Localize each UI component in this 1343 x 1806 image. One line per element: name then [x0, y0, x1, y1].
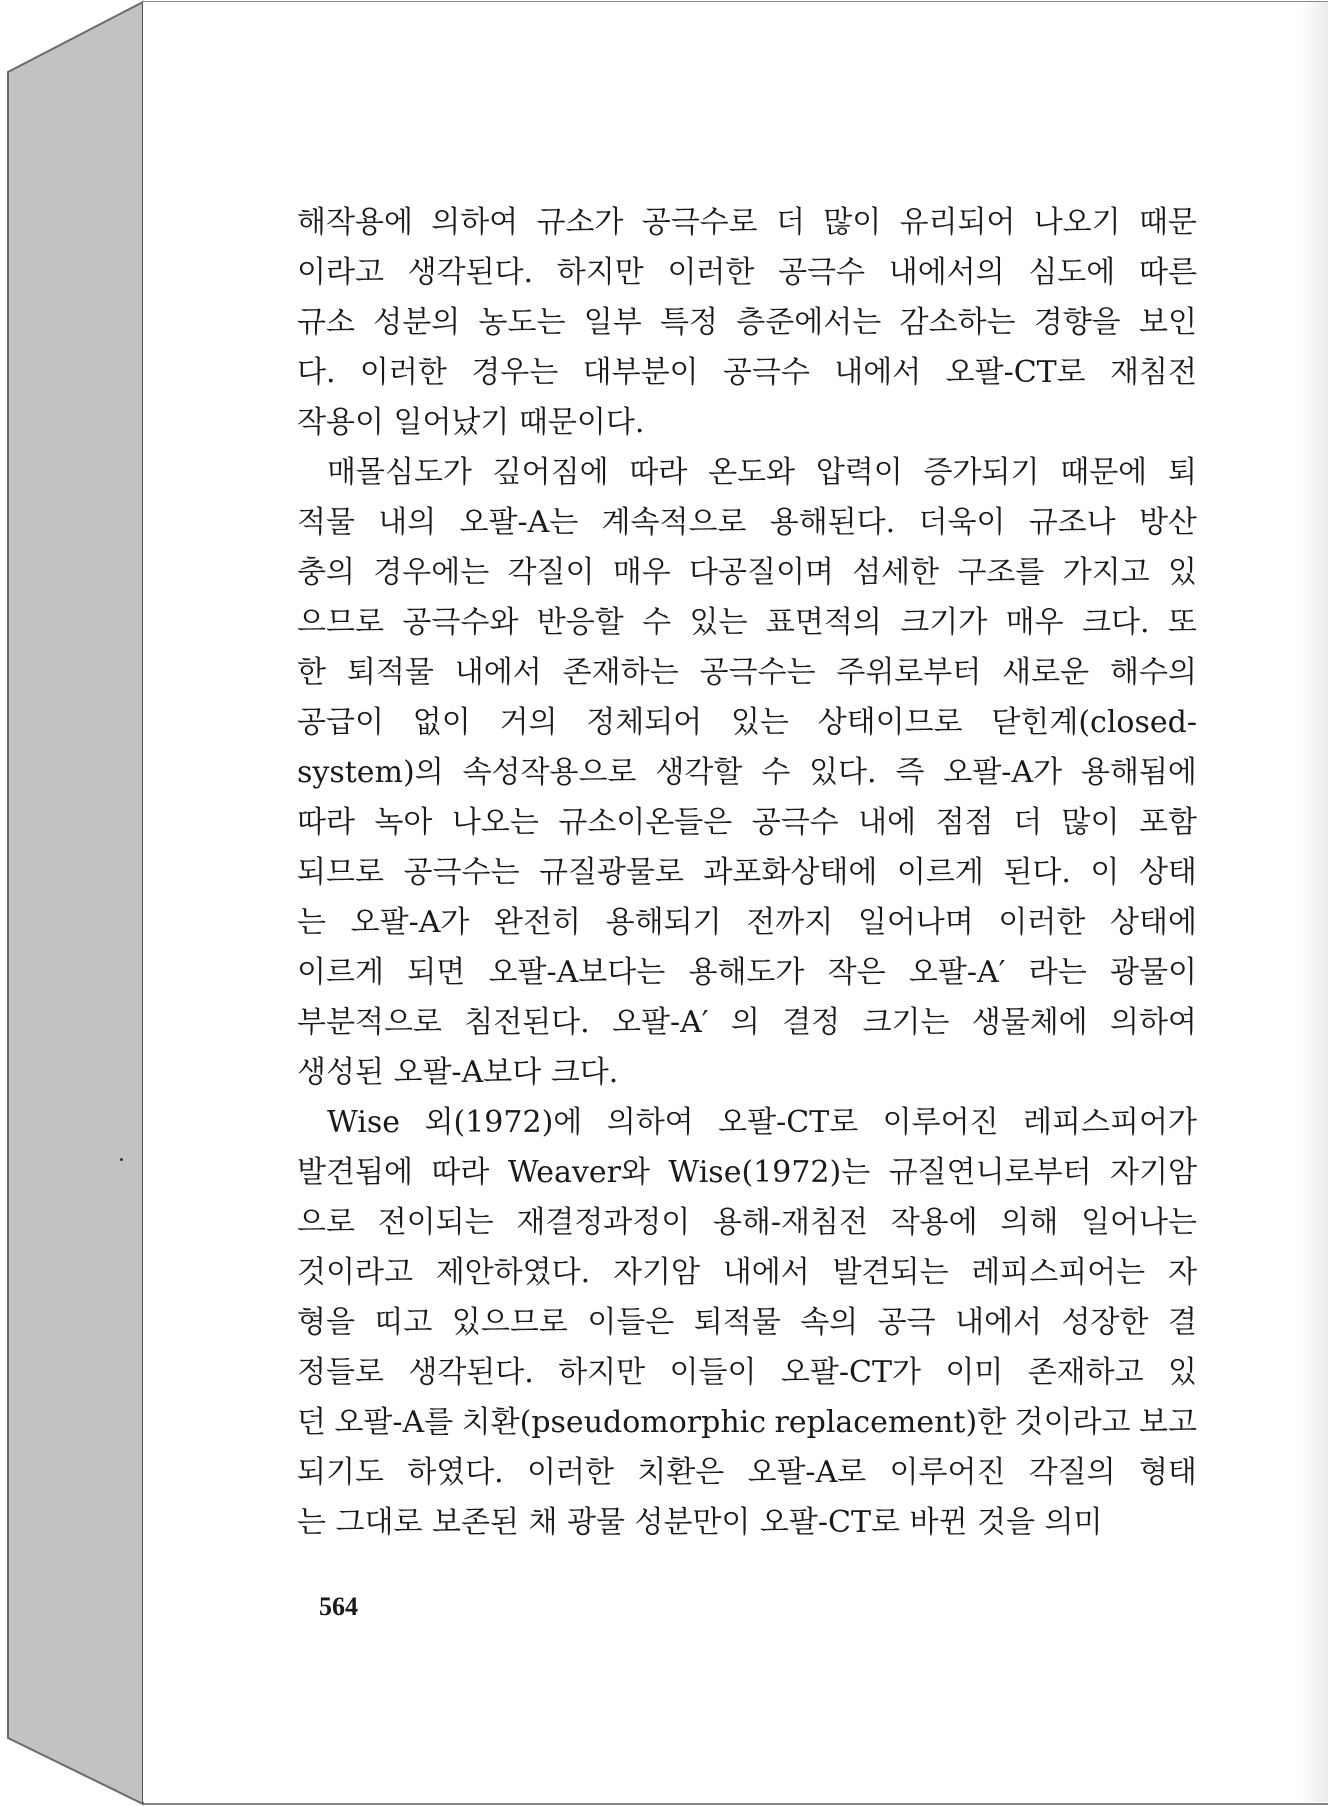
text-line: 이르게 되면 오팔-A보다는 용해도가 작은 오팔-A′ 라는 광물이 [297, 955, 1197, 990]
text-line: 부분적으로 침전된다. 오팔-A′ 의 결정 크기는 생물체에 의하여 [297, 1005, 1197, 1040]
text-line: 는 그대로 보존된 채 광물 성분만이 오팔-CT로 바뀐 것을 의미 [297, 1505, 1103, 1540]
text-line: 형을 띠고 있으므로 이들은 퇴적물 속의 공극 내에서 성장한 결 [297, 1305, 1197, 1340]
text-line: 생성된 오팔-A보다 크다. [297, 1055, 619, 1090]
body-text [297, 198, 1197, 1548]
text-line: 공급이 없이 거의 정체되어 있는 상태이므로 닫힌계(closed- [297, 705, 1197, 740]
text-line: 따라 녹아 나오는 규소이온들은 공극수 내에 점점 더 많이 포함 [297, 805, 1197, 840]
page-edge-shadow [1300, 2, 1328, 1802]
book-page [143, 2, 1328, 1802]
book-side-face [8, 2, 143, 1804]
text-line: 한 퇴적물 내에서 존재하는 공극수는 주위로부터 새로운 해수의 [297, 655, 1197, 690]
text-line: 는 오팔-A가 완전히 용해되기 전까지 일어나며 이러한 상태에 [297, 905, 1197, 940]
text-line: 해작용에 의하여 규소가 공극수로 더 많이 유리되어 나오기 때문 [297, 205, 1197, 240]
text-line: 작용이 일어났기 때문이다. [297, 405, 645, 440]
text-line: 되기도 하였다. 이러한 치환은 오팔-A로 이루어진 각질의 형태 [297, 1455, 1197, 1490]
text-line: 발견됨에 따라 Weaver와 Wise(1972)는 규질연니로부터 자기암 [297, 1155, 1197, 1190]
text-line: 이라고 생각된다. 하지만 이러한 공극수 내에서의 심도에 따른 [297, 255, 1197, 290]
text-line: 으므로 공극수와 반응할 수 있는 표면적의 크기가 매우 크다. 또 [297, 605, 1197, 640]
text-line: 으로 전이되는 재결정과정이 용해-재침전 작용에 의해 일어나는 [297, 1205, 1197, 1240]
text-line: 적물 내의 오팔-A는 계속적으로 용해된다. 더욱이 규조나 방산 [297, 505, 1197, 540]
text-line: 규소 성분의 농도는 일부 특정 층준에서는 감소하는 경향을 보인 [297, 305, 1197, 340]
text-line: system)의 속성작용으로 생각할 수 있다. 즉 오팔-A가 용해됨에 [297, 755, 1197, 790]
text-line: 던 오팔-A를 치환(pseudomorphic replacement)한 것이라고 보고 [297, 1405, 1197, 1440]
scan-speck [120, 1158, 123, 1161]
text-line: 매몰심도가 깊어짐에 따라 온도와 압력이 증가되기 때문에 퇴 [327, 455, 1197, 490]
text-line: 정들로 생각된다. 하지만 이들이 오팔-CT가 이미 존재하고 있 [297, 1355, 1197, 1390]
text-line: Wise 외(1972)에 의하여 오팔-CT로 이루어진 레피스피어가 [327, 1105, 1197, 1140]
page-number: 564 [319, 1592, 358, 1621]
text-line: 다. 이러한 경우는 대부분이 공극수 내에서 오팔-CT로 재침전 [297, 355, 1197, 390]
text-line: 충의 경우에는 각질이 매우 다공질이며 섬세한 구조를 가지고 있 [297, 555, 1197, 590]
text-line: 것이라고 제안하였다. 자기암 내에서 발견되는 레피스피어는 자 [297, 1255, 1197, 1290]
text-line: 되므로 공극수는 규질광물로 과포화상태에 이르게 된다. 이 상태 [297, 855, 1197, 890]
